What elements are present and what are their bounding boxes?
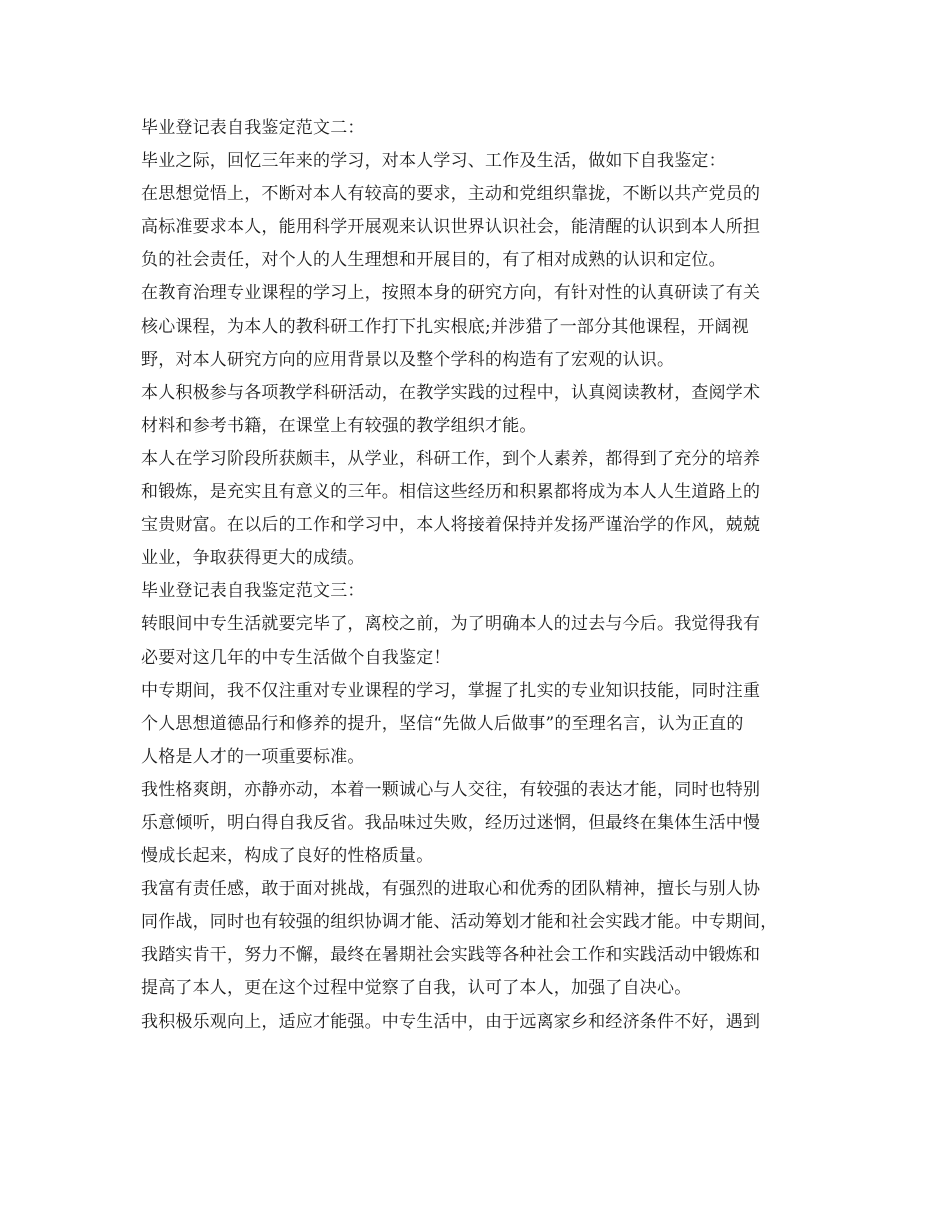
text-line: 慢成长起来，构成了良好的性格质量。 <box>141 846 434 867</box>
text-line: 在教育治理专业课程的学习上，按照本身的研究方向，有针对性的认真研读了有关 <box>141 283 761 304</box>
text-line: 负的社会责任，对个人的人生理想和开展目的，有了相对成熟的认识和定位。 <box>141 250 726 271</box>
text-line: 高标准要求本人，能用科学开展观来认识世界认识社会，能清醒的认识到本人所担 <box>141 217 761 238</box>
text-line: 我积极乐观向上，适应才能强。中专生活中，由于远离家乡和经济条件不好，遇到 <box>141 1011 761 1032</box>
text-line: 和锻炼，是充实且有意义的三年。相信这些经历和积累都将成为本人人生道路上的 <box>141 482 761 503</box>
text-line: 核心课程，为本人的教科研工作打下扎实根底;并涉猎了一部分其他课程，开阔视 <box>141 316 749 337</box>
text-line: 必要对这几年的中专生活做个自我鉴定！ <box>141 647 451 668</box>
text-line: 中专期间，我不仅注重对专业课程的学习，掌握了扎实的专业知识技能，同时注重 <box>141 680 761 701</box>
text-line: 我踏实肯干，努力不懈，最终在暑期社会实践等各种社会工作和实践活动中锻炼和 <box>141 945 761 966</box>
text-line: 野，对本人研究方向的应用背景以及整个学科的构造有了宏观的认识。 <box>141 349 675 370</box>
text-line: 毕业登记表自我鉴定范文三： <box>141 581 365 602</box>
text-line: 个人思想道德品行和修养的提升，坚信“先做人后做事”的至理名言，认为正直的 <box>141 713 744 734</box>
text-line: 本人积极参与各项教学科研活动，在教学实践的过程中，认真阅读教材，查阅学术 <box>141 382 761 403</box>
text-line: 我性格爽朗，亦静亦动，本着一颗诚心与人交往，有较强的表达才能，同时也特别 <box>141 779 761 800</box>
document-body <box>141 112 821 1039</box>
text-line: 提高了本人，更在这个过程中觉察了自我，认可了本人，加强了自决心。 <box>141 978 692 999</box>
text-line: 毕业之际，回忆三年来的学习，对本人学习、工作及生活，做如下自我鉴定： <box>141 151 726 172</box>
text-line: 我富有责任感，敢于面对挑战，有强烈的进取心和优秀的团队精神，擅长与别人协 <box>141 879 761 900</box>
text-line: 转眼间中专生活就要完毕了，离校之前，为了明确本人的过去与今后。我觉得我有 <box>141 614 761 635</box>
text-line: 乐意倾听，明白得自我反省。我品味过失败，经历过迷惘，但最终在集体生活中慢 <box>141 812 761 833</box>
text-line: 同作战，同时也有较强的组织协调才能、活动筹划才能和社会实践才能。中专期间， <box>141 912 778 933</box>
text-line: 人格是人才的一项重要标准。 <box>141 746 365 767</box>
text-line: 本人在学习阶段所获颇丰，从学业，科研工作，到个人素养，都得到了充分的培养 <box>141 448 761 469</box>
text-line: 在思想觉悟上，不断对本人有较高的要求，主动和党组织靠拢，不断以共产党员的 <box>141 184 761 205</box>
text-line: 宝贵财富。在以后的工作和学习中，本人将接着保持并发扬严谨治学的作风，兢兢 <box>141 515 761 536</box>
text-line: 毕业登记表自我鉴定范文二： <box>141 118 365 138</box>
text-line: 材料和参考书籍，在课堂上有较强的教学组织才能。 <box>141 415 537 436</box>
text-line: 业业，争取获得更大的成绩。 <box>141 548 365 569</box>
